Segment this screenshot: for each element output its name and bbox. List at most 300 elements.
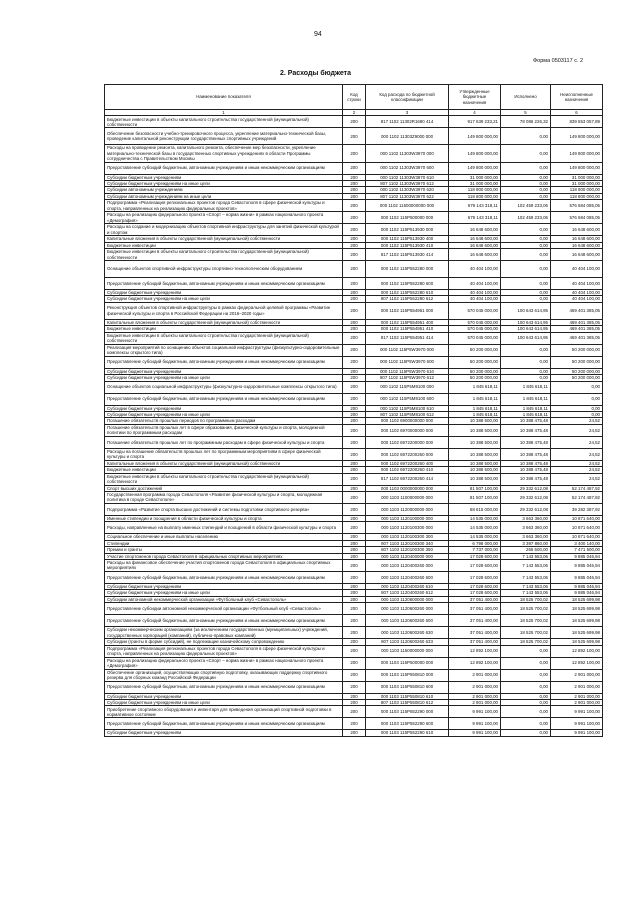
row-kbk: 807 1102 115P552280 612 — [366, 296, 449, 302]
row-line-code: 200 — [343, 278, 366, 290]
row-unexecuted: 9 885 046,94 — [551, 559, 603, 571]
row-unexecuted: 9 991 100,00 — [551, 718, 603, 730]
row-line-code: 200 — [343, 571, 366, 583]
row-name: Предоставление субсидий бюджетным, автономным учреждениям и иным некоммерческим организациям — [105, 681, 343, 693]
row-kbk: 817 1102 115P513930 414 — [366, 249, 449, 261]
header-line-code: Код строки — [343, 85, 366, 110]
row-unexecuted: 31 000 000,00 — [551, 181, 603, 187]
row-approved: 40 404 100,00 — [449, 278, 501, 290]
row-name: Оснащение объектов спортивной инфраструктуры спортивно-технологическим оборудованием — [105, 261, 343, 278]
row-approved: 17 028 600,00 — [449, 553, 501, 559]
row-kbk: 000 1102 115P5M8100 000 — [366, 381, 449, 393]
table-row — [105, 583, 603, 589]
row-approved: 2 901 000,00 — [449, 669, 501, 681]
row-unexecuted: 118 800 000,00 — [551, 193, 603, 199]
row-executed: 1 845 618,11 — [501, 381, 551, 393]
row-unexecuted: 40 404 100,00 — [551, 290, 603, 296]
row-kbk: 000 1102 115P554951 000 — [366, 302, 449, 319]
row-unexecuted: 16 648 600,00 — [551, 236, 603, 242]
row-line-code: 200 — [343, 212, 366, 224]
row-approved: 40 404 100,00 — [449, 296, 501, 302]
col-number: 3 — [366, 110, 449, 116]
row-unexecuted: 50 200 000,00 — [551, 375, 603, 381]
row-name: Государственная программа города Севастополя «Развитие физической культуры и спорта, молодежная политика в городе Севастополе» — [105, 491, 343, 503]
table-row — [105, 212, 603, 224]
row-line-code: 200 — [343, 344, 366, 356]
row-executed: 0,00 — [501, 296, 551, 302]
row-executed: 0,00 — [501, 236, 551, 242]
row-executed: 29 332 612,08 — [501, 503, 551, 515]
row-line-code: 200 — [343, 540, 366, 546]
row-kbk: 000 1102 115P5W3970 610 — [366, 368, 449, 374]
row-executed: 0,00 — [501, 693, 551, 699]
table-row — [105, 418, 603, 424]
row-approved: 50 200 000,00 — [449, 344, 501, 356]
row-executed: 10 388 475,48 — [501, 460, 551, 466]
row-kbk: 000 1103 1120400000 000 — [366, 553, 449, 559]
row-unexecuted: 10 871 640,00 — [551, 534, 603, 540]
table-row — [105, 200, 603, 212]
table-row — [105, 627, 603, 639]
row-kbk: 807 1102 115P5W3970 612 — [366, 375, 449, 381]
row-approved: 570 045 000,00 — [449, 332, 501, 344]
row-kbk: 000 1103 1120100300 300 — [366, 534, 449, 540]
row-name: Субсидии бюджетным учреждениям — [105, 730, 343, 736]
row-approved: 17 028 600,00 — [449, 583, 501, 589]
row-kbk: 000 1102 115P5M8100 600 — [366, 393, 449, 405]
row-kbk: 000 1102 115P500000 000 — [366, 212, 449, 224]
row-approved: 17 028 600,00 — [449, 590, 501, 596]
row-name: Погашение обязательств прошлых лет по программным расходам в сфере физической культуры и спорта — [105, 436, 343, 448]
row-executed: 0,00 — [501, 344, 551, 356]
row-unexecuted: 12 892 100,00 — [551, 657, 603, 669]
row-approved: 9 991 100,00 — [449, 730, 501, 736]
row-name: Подпрограмма «Реализация региональных проектов города Севастополя в сфере физической культуры и спорта, направленных на реализацию федеральных проектов» — [105, 645, 343, 657]
row-unexecuted: 2 901 000,00 — [551, 693, 603, 699]
row-unexecuted: 576 684 085,05 — [551, 200, 603, 212]
row-line-code: 200 — [343, 128, 366, 145]
row-kbk: 000 1102 11303W3970 000 — [366, 145, 449, 162]
row-unexecuted: 18 525 699,98 — [551, 603, 603, 615]
row-name: Бюджетные инвестиции — [105, 326, 343, 332]
row-kbk: 807 1103 1120100300 350 — [366, 547, 449, 553]
row-approved: 2 901 000,00 — [449, 693, 501, 699]
table-row — [105, 344, 603, 356]
row-approved: 16 648 600,00 — [449, 249, 501, 261]
row-executed: 0,00 — [501, 718, 551, 730]
row-approved: 37 051 400,00 — [449, 627, 501, 639]
row-executed: 0,00 — [501, 356, 551, 368]
row-line-code: 200 — [343, 356, 366, 368]
row-kbk: 807 1103 1120100300 340 — [366, 540, 449, 546]
row-kbk: 807 1103 1120600260 633 — [366, 639, 449, 645]
row-executed: 29 332 612,08 — [501, 485, 551, 491]
table-row — [105, 460, 603, 466]
row-kbk: 000 1102 115P5M8100 610 — [366, 405, 449, 411]
row-line-code: 200 — [343, 700, 366, 706]
row-line-code: 200 — [343, 657, 366, 669]
row-line-code: 200 — [343, 681, 366, 693]
header-row — [105, 85, 603, 110]
row-kbk: 000 1103 1120600260 000 — [366, 603, 449, 615]
row-approved: 50 200 000,00 — [449, 375, 501, 381]
row-approved: 50 200 000,00 — [449, 368, 501, 374]
row-executed: 0,00 — [501, 681, 551, 693]
table-row — [105, 436, 603, 448]
row-line-code: 200 — [343, 145, 366, 162]
row-approved: 118 800 000,00 — [449, 193, 501, 199]
row-name: Спорт высших достижений — [105, 485, 343, 491]
row-approved: 1 845 618,11 — [449, 405, 501, 411]
row-unexecuted: 16 648 600,00 — [551, 249, 603, 261]
row-approved: 10 388 500,00 — [449, 460, 501, 466]
row-line-code: 200 — [343, 693, 366, 699]
row-approved: 37 051 400,00 — [449, 603, 501, 615]
row-line-code: 200 — [343, 503, 366, 515]
row-unexecuted: 7 471 500,00 — [551, 547, 603, 553]
row-approved: 2 901 000,00 — [449, 700, 501, 706]
row-approved: 16 648 600,00 — [449, 242, 501, 248]
row-unexecuted: 9 885 046,94 — [551, 583, 603, 589]
table-row — [105, 319, 603, 325]
row-line-code: 200 — [343, 224, 366, 236]
row-kbk: 000 1103 115P552290 600 — [366, 718, 449, 730]
row-executed: 0,00 — [501, 162, 551, 174]
row-unexecuted: 9 885 046,94 — [551, 590, 603, 596]
row-executed: 100 643 614,95 — [501, 326, 551, 332]
row-approved: 14 535 000,00 — [449, 522, 501, 534]
row-executed: 7 143 553,06 — [501, 583, 551, 589]
row-kbk: 807 1103 1120400260 612 — [366, 590, 449, 596]
row-name: Обеспечение безопасности учебно-тренировочного процесса, укрепление материально-технической базы, проведение капитальной реконструкции государственных спортивных учреждений — [105, 128, 343, 145]
row-name: Предоставление субсидий бюджетным, автономным учреждениям и иным некоммерческим организациям — [105, 278, 343, 290]
row-name: Капитальные вложения в объекты государственной (муниципальной) собственности — [105, 460, 343, 466]
row-approved: 1 845 618,11 — [449, 381, 501, 393]
table-row — [105, 515, 603, 521]
table-row — [105, 718, 603, 730]
row-executed: 0,00 — [501, 193, 551, 199]
row-approved: 570 045 000,00 — [449, 302, 501, 319]
table-row — [105, 332, 603, 344]
row-line-code: 200 — [343, 418, 366, 424]
row-name: Расходы на погашение обязательств прошлых лет по программным мероприятиям в сфере физической культуры и спорта — [105, 448, 343, 460]
row-kbk: 000 1103 115P550810 610 — [366, 693, 449, 699]
table-row — [105, 224, 603, 236]
row-kbk: 807 1102 115P5M8100 612 — [366, 411, 449, 417]
row-name: Субсидии бюджетным учреждениям — [105, 583, 343, 589]
row-kbk: 817 1102 115P554951 414 — [366, 332, 449, 344]
row-executed: 18 525 700,02 — [501, 639, 551, 645]
row-executed: 10 388 475,48 — [501, 418, 551, 424]
row-kbk: 000 1102 115P552280 610 — [366, 290, 449, 296]
row-approved: 679 143 318,11 — [449, 200, 501, 212]
row-line-code: 200 — [343, 639, 366, 645]
row-unexecuted: 469 401 385,05 — [551, 332, 603, 344]
row-name: Субсидии бюджетным учреждениям — [105, 290, 343, 296]
row-executed: 100 643 614,95 — [501, 302, 551, 319]
row-name: Расходы на проведение ремонта, капитального ремонта, обеспечение мер безопасности, укрепление материально-технической базы в государственных спортивных учреждениях в области Программы сотрудничества с Правительством Москвы — [105, 145, 343, 162]
row-name: Субсидии бюджетным учреждениям — [105, 174, 343, 180]
row-line-code: 200 — [343, 596, 366, 602]
row-executed: 100 643 614,95 — [501, 332, 551, 344]
row-approved: 10 388 500,00 — [449, 424, 501, 436]
row-name: Погашение обязательств прошлых периодов по программным расходам — [105, 418, 343, 424]
table-row — [105, 522, 603, 534]
row-approved: 14 535 000,00 — [449, 515, 501, 521]
table-row — [105, 278, 603, 290]
row-name: Субсидии бюджетным учреждениям — [105, 405, 343, 411]
row-unexecuted: 469 401 385,05 — [551, 326, 603, 332]
row-name: Приобретение спортивного оборудования и инвентаря для приведения организаций спортивной подготовки в нормативное состояние — [105, 706, 343, 718]
table-row — [105, 393, 603, 405]
row-name: Бюджетные инвестиции — [105, 467, 343, 473]
row-line-code: 200 — [343, 242, 366, 248]
row-unexecuted: 24,52 — [551, 418, 603, 424]
row-kbk: 000 1103 1120100000 000 — [366, 515, 449, 521]
row-name: Предоставление субсидий бюджетным, автономным учреждениям и иным некоммерческим организациям — [105, 571, 343, 583]
row-unexecuted: 10 871 640,00 — [551, 522, 603, 534]
row-line-code: 200 — [343, 473, 366, 485]
row-name: Погашение обязательств прошлых лет в сфере образования, физической культуры и спорта, молодежной политики по программным расходам — [105, 424, 343, 436]
row-unexecuted: 10 871 640,00 — [551, 515, 603, 521]
row-unexecuted: 9 991 100,00 — [551, 730, 603, 736]
table-row — [105, 116, 603, 128]
row-kbk: 000 1102 11303Z9000 000 — [366, 128, 449, 145]
row-unexecuted: 50 200 000,00 — [551, 356, 603, 368]
row-executed: 78 086 226,32 — [501, 116, 551, 128]
table-row — [105, 730, 603, 736]
row-name: Субсидии бюджетным учреждениям — [105, 368, 343, 374]
row-name: Социальное обеспечение и иные выплаты населению — [105, 534, 343, 540]
row-unexecuted: 149 800 000,00 — [551, 162, 603, 174]
table-row — [105, 681, 603, 693]
expenditure-table — [104, 84, 603, 737]
row-approved: 9 991 100,00 — [449, 706, 501, 718]
table-row — [105, 162, 603, 174]
row-line-code: 200 — [343, 436, 366, 448]
row-unexecuted: 9 885 046,94 — [551, 571, 603, 583]
row-executed: 0,00 — [501, 174, 551, 180]
row-unexecuted: 52 174 487,92 — [551, 491, 603, 503]
row-kbk: 000 1103 0000000000 000 — [366, 485, 449, 491]
table-row — [105, 553, 603, 559]
row-kbk: 000 1102 115P554951 410 — [366, 326, 449, 332]
table-row — [105, 590, 603, 596]
row-approved: 17 028 600,00 — [449, 571, 501, 583]
row-kbk: 000 1102 115P552280 600 — [366, 278, 449, 290]
header-approved: Утвержденные бюджетные назначения — [449, 85, 501, 110]
row-line-code: 200 — [343, 249, 366, 261]
row-executed: 0,00 — [501, 290, 551, 296]
row-line-code: 200 — [343, 302, 366, 319]
row-unexecuted: 12 892 100,00 — [551, 645, 603, 657]
row-name: Расходы на реализацию федерального проекта «Спорт – норма жизни» в рамках национального проекта «Демография» — [105, 657, 343, 669]
row-line-code: 200 — [343, 200, 366, 212]
row-executed: 3 663 360,00 — [501, 534, 551, 540]
row-kbk: 000 1103 1120600260 600 — [366, 615, 449, 627]
row-unexecuted: 40 404 100,00 — [551, 296, 603, 302]
row-name: Капитальные вложения в объекты государственной (муниципальной) собственности — [105, 319, 343, 325]
row-kbk: 000 1102 115P513930 400 — [366, 236, 449, 242]
row-approved: 10 388 500,00 — [449, 473, 501, 485]
row-executed: 29 332 612,08 — [501, 491, 551, 503]
row-unexecuted: 839 553 057,89 — [551, 116, 603, 128]
row-unexecuted: 3 400 140,00 — [551, 540, 603, 546]
row-name: Именные стипендии и поощрения в области физической культуры и спорта — [105, 515, 343, 521]
row-kbk: 000 1102 6900000000 000 — [366, 418, 449, 424]
row-kbk: 000 1102 11500000000 000 — [366, 200, 449, 212]
table-row — [105, 669, 603, 681]
row-name: Субсидии автономным учреждениям — [105, 187, 343, 193]
row-line-code: 200 — [343, 368, 366, 374]
table-row — [105, 596, 603, 602]
table-row — [105, 503, 603, 515]
table-row — [105, 706, 603, 718]
document-title: 2. Расходы бюджета — [280, 70, 351, 77]
row-line-code: 200 — [343, 590, 366, 596]
row-unexecuted: 18 525 699,98 — [551, 627, 603, 639]
header-name: Наименование показателя — [105, 85, 343, 110]
form-code: Форма 0503117 с. 2 — [533, 58, 584, 64]
row-approved: 10 388 500,00 — [449, 436, 501, 448]
row-kbk: 000 1102 6970000000 000 — [366, 424, 449, 436]
row-name: Обеспечение организаций, осуществляющих спортивную подготовку, оказывающих поддержку спортивного резерва для сборных команд Российской Федерации — [105, 669, 343, 681]
row-name: Расходы, направленные на выплату именных стипендий и поощрений в области физической культуры и спорта — [105, 522, 343, 534]
row-kbk: 000 1103 115P552290 610 — [366, 730, 449, 736]
header-unexecuted: Неисполненные назначения — [551, 85, 603, 110]
row-unexecuted: 118 800 000,00 — [551, 187, 603, 193]
row-approved: 12 892 100,00 — [449, 645, 501, 657]
row-name: Субсидии бюджетным учреждениям на иные цели — [105, 700, 343, 706]
row-line-code: 200 — [343, 515, 366, 521]
table-row — [105, 145, 603, 162]
row-approved: 917 639 233,21 — [449, 116, 501, 128]
row-unexecuted: 39 282 387,92 — [551, 503, 603, 515]
row-unexecuted: 24,52 — [551, 467, 603, 473]
row-name: Предоставление субсидий бюджетным, автономным учреждениям и иным некоммерческим организациям — [105, 615, 343, 627]
row-kbk: 807 1103 115P550810 612 — [366, 700, 449, 706]
row-kbk: 000 1103 115P552290 000 — [366, 706, 449, 718]
header-kbk: Код расхода по бюджетной классификации — [366, 85, 449, 110]
row-approved: 6 798 000,00 — [449, 540, 501, 546]
row-unexecuted: 18 525 699,98 — [551, 596, 603, 602]
row-line-code: 200 — [343, 645, 366, 657]
row-unexecuted: 576 684 085,05 — [551, 212, 603, 224]
row-line-code: 200 — [343, 181, 366, 187]
table-row — [105, 559, 603, 571]
row-approved: 16 648 600,00 — [449, 224, 501, 236]
table-row — [105, 424, 603, 436]
col-number: 2 — [343, 110, 366, 116]
row-kbk: 000 1102 11303W3970 610 — [366, 174, 449, 180]
row-name: Бюджетные инвестиции в объекты капитального строительства государственной (муниципальной) собственности — [105, 116, 343, 128]
row-name: Капитальные вложения в объекты государственной (муниципальной) собственности — [105, 236, 343, 242]
row-executed: 0,00 — [501, 181, 551, 187]
row-name: Субсидии бюджетным учреждениям на иные цели — [105, 375, 343, 381]
row-unexecuted: 24,52 — [551, 448, 603, 460]
row-unexecuted: 24,52 — [551, 460, 603, 466]
row-approved: 149 800 000,00 — [449, 128, 501, 145]
row-kbk: 000 1103 1120600260 630 — [366, 627, 449, 639]
row-line-code: 200 — [343, 534, 366, 540]
row-line-code: 200 — [343, 669, 366, 681]
row-name: Субсидии некоммерческим организациям (за исключением государственных (муниципальных) учреждений, государственных корпораций (компаний), публично-правовых компаний) — [105, 627, 343, 639]
row-executed: 3 663 360,00 — [501, 515, 551, 521]
row-executed: 18 525 700,02 — [501, 596, 551, 602]
row-approved: 149 800 000,00 — [449, 162, 501, 174]
row-line-code: 200 — [343, 290, 366, 296]
table-row — [105, 405, 603, 411]
row-executed: 0,00 — [501, 242, 551, 248]
row-approved: 81 507 100,00 — [449, 485, 501, 491]
row-name: Субсидии бюджетным учреждениям на иные цели — [105, 181, 343, 187]
row-line-code: 200 — [343, 411, 366, 417]
row-executed: 7 143 553,06 — [501, 553, 551, 559]
row-name: Субсидии (гранты в форме субсидий), не подлежащие казначейскому сопровождению — [105, 639, 343, 645]
row-executed: 10 388 475,48 — [501, 424, 551, 436]
row-approved: 37 051 400,00 — [449, 596, 501, 602]
table-row — [105, 356, 603, 368]
row-unexecuted: 18 525 699,98 — [551, 615, 603, 627]
row-line-code: 200 — [343, 375, 366, 381]
row-approved: 14 535 000,00 — [449, 534, 501, 540]
row-unexecuted: 2 901 000,00 — [551, 700, 603, 706]
row-line-code: 200 — [343, 559, 366, 571]
row-line-code: 200 — [343, 553, 366, 559]
row-unexecuted: 50 200 000,00 — [551, 368, 603, 374]
row-kbk: 000 1102 115P5W3970 000 — [366, 344, 449, 356]
row-line-code: 200 — [343, 174, 366, 180]
row-line-code: 200 — [343, 116, 366, 128]
row-line-code: 200 — [343, 448, 366, 460]
row-unexecuted: 40 404 100,00 — [551, 278, 603, 290]
row-name: Бюджетные инвестиции в объекты капитального строительства государственной (муниципальной) собственности — [105, 332, 343, 344]
row-kbk: 000 1103 1120400260 600 — [366, 571, 449, 583]
row-kbk: 000 1102 115P552280 000 — [366, 261, 449, 278]
row-unexecuted: 24,52 — [551, 436, 603, 448]
row-unexecuted: 149 800 000,00 — [551, 128, 603, 145]
row-line-code: 200 — [343, 718, 366, 730]
row-approved: 1 845 618,11 — [449, 393, 501, 405]
row-name: Субсидии бюджетным учреждениям на иные цели — [105, 296, 343, 302]
row-executed: 0,00 — [501, 375, 551, 381]
row-approved: 570 045 000,00 — [449, 319, 501, 325]
row-executed: 100 643 614,95 — [501, 319, 551, 325]
row-line-code: 200 — [343, 326, 366, 332]
row-unexecuted: 149 800 000,00 — [551, 145, 603, 162]
row-unexecuted: 0,00 — [551, 411, 603, 417]
row-line-code: 200 — [343, 162, 366, 174]
row-name: Подпрограмма «Развитие спорта высших достижений и системы подготовки спортивного резерва» — [105, 503, 343, 515]
row-executed: 0,00 — [501, 700, 551, 706]
row-executed: 0,00 — [501, 368, 551, 374]
col-number: 6 — [551, 110, 603, 116]
row-kbk: 000 1103 1120400260 610 — [366, 583, 449, 589]
row-approved: 37 051 400,00 — [449, 615, 501, 627]
row-kbk: 000 1103 115P550810 000 — [366, 669, 449, 681]
row-line-code: 200 — [343, 261, 366, 278]
row-executed: 0,00 — [501, 645, 551, 657]
row-executed: 10 388 475,48 — [501, 448, 551, 460]
table-row — [105, 448, 603, 460]
row-line-code: 200 — [343, 424, 366, 436]
row-unexecuted: 0,00 — [551, 381, 603, 393]
row-approved: 10 388 500,00 — [449, 467, 501, 473]
row-line-code: 200 — [343, 603, 366, 615]
row-unexecuted: 469 401 385,05 — [551, 302, 603, 319]
row-line-code: 200 — [343, 393, 366, 405]
row-unexecuted: 31 000 000,00 — [551, 174, 603, 180]
